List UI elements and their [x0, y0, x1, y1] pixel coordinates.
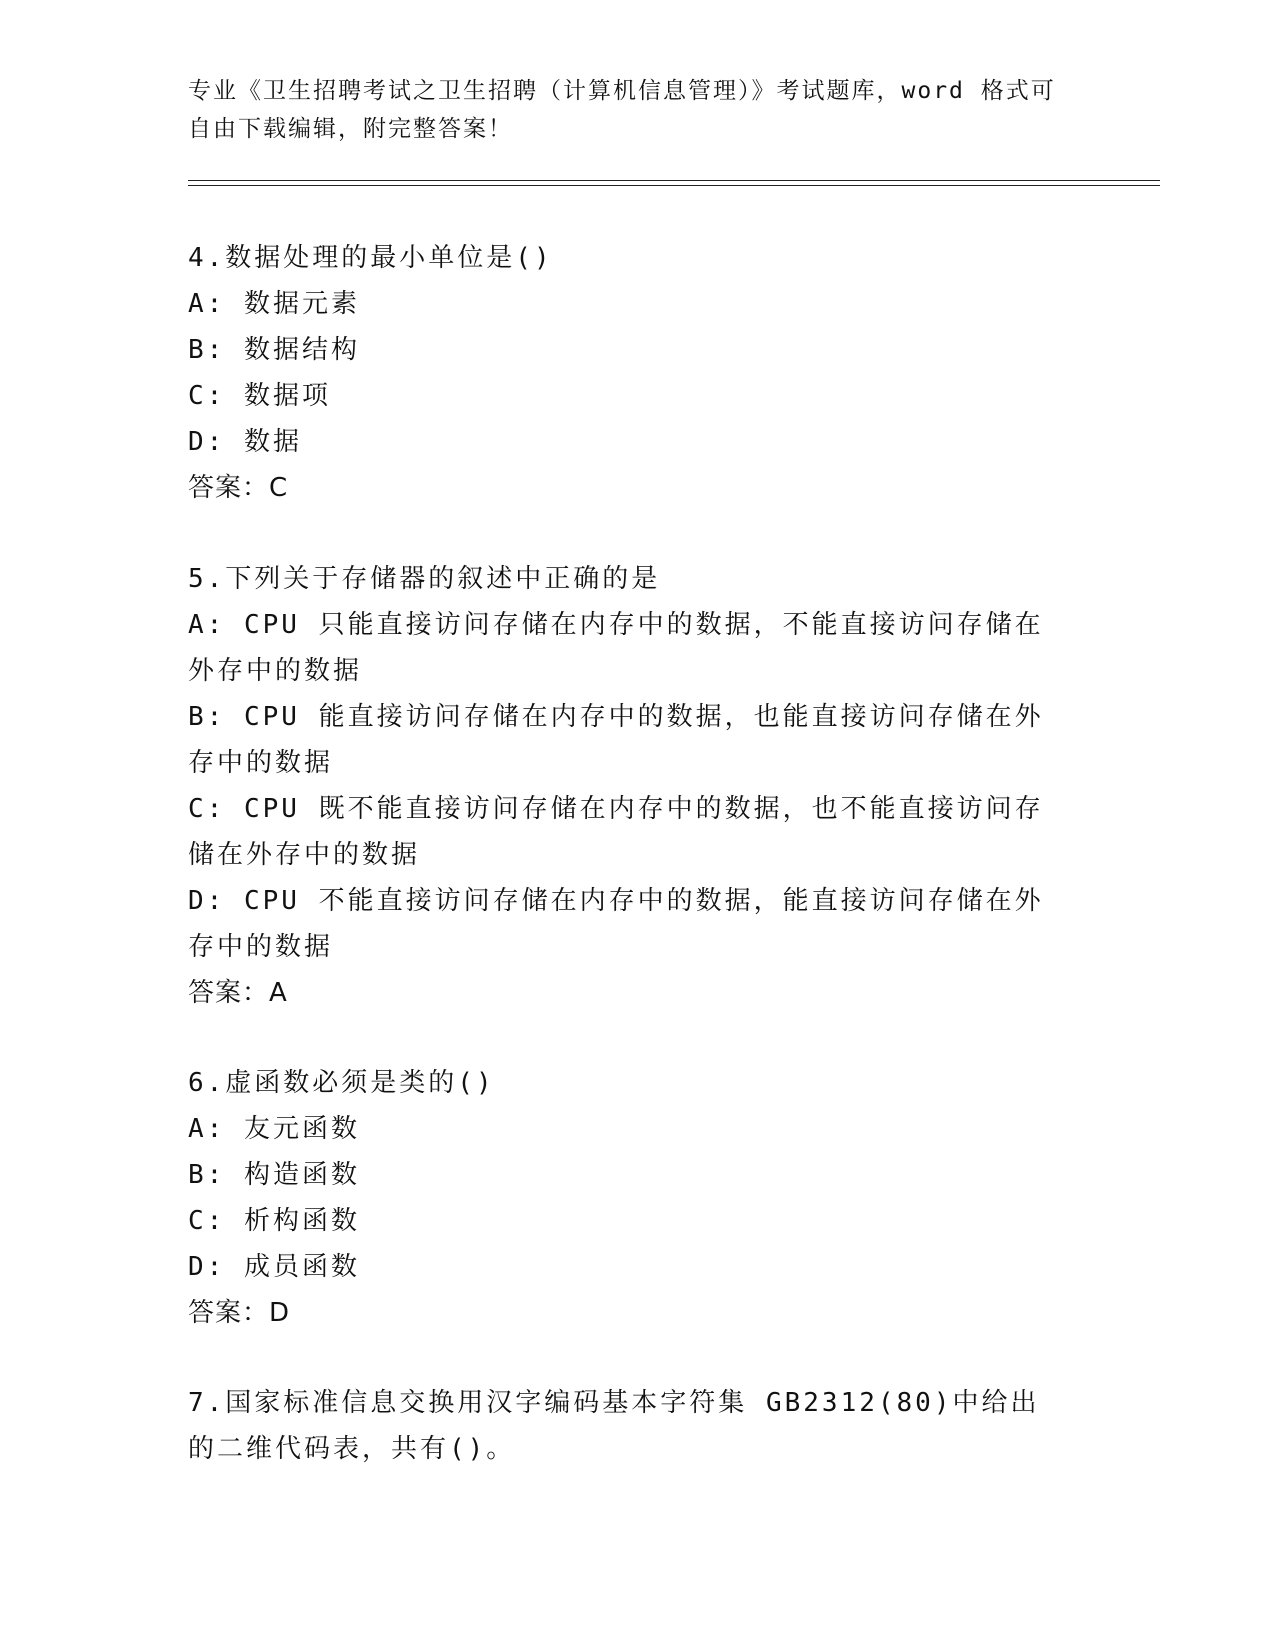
question-5: [188, 556, 1068, 1016]
question-stem: 7.国家标准信息交换用汉字编码基本字符集 GB2312(80)中给出的二维代码表，共有()。: [188, 1388, 1040, 1464]
option-c: C: 析构函数: [188, 1206, 360, 1236]
answer-label: 答案：C: [188, 473, 289, 503]
question-7: [188, 1380, 1068, 1472]
document-intro: 专业《卫生招聘考试之卫生招聘（计算机信息管理）》考试题库，word 格式可自由下载编辑，附完整答案！: [188, 78, 1056, 142]
option-b: B: CPU 能直接访问存储在内存中的数据，也能直接访问存储在外存中的数据: [188, 702, 1044, 778]
question-stem: 5.下列关于存储器的叙述中正确的是: [188, 564, 661, 594]
option-c: C: 数据项: [188, 381, 331, 411]
question-6: [188, 1060, 1068, 1336]
option-c: C: CPU 既不能直接访问存储在内存中的数据，也不能直接访问存储在外存中的数据: [188, 794, 1044, 870]
option-a: A: 数据元素: [188, 289, 360, 319]
option-d: D: 成员函数: [188, 1252, 360, 1282]
question-stem: 4.数据处理的最小单位是(): [188, 243, 553, 273]
header-divider-top: [188, 180, 1160, 181]
answer-label: 答案：A: [188, 978, 288, 1008]
option-b: B: 数据结构: [188, 335, 360, 365]
header-divider-bottom: [188, 185, 1160, 186]
option-d: D: CPU 不能直接访问存储在内存中的数据，能直接访问存储在外存中的数据: [188, 886, 1044, 962]
option-b: B: 构造函数: [188, 1160, 360, 1190]
option-a: A: CPU 只能直接访问存储在内存中的数据，不能直接访问存储在外存中的数据: [188, 610, 1044, 686]
option-d: D: 数据: [188, 427, 302, 457]
question-4: [188, 235, 1068, 511]
option-a: A: 友元函数: [188, 1114, 360, 1144]
answer-label: 答案：D: [188, 1298, 291, 1328]
question-stem: 6.虚函数必须是类的(): [188, 1068, 495, 1098]
